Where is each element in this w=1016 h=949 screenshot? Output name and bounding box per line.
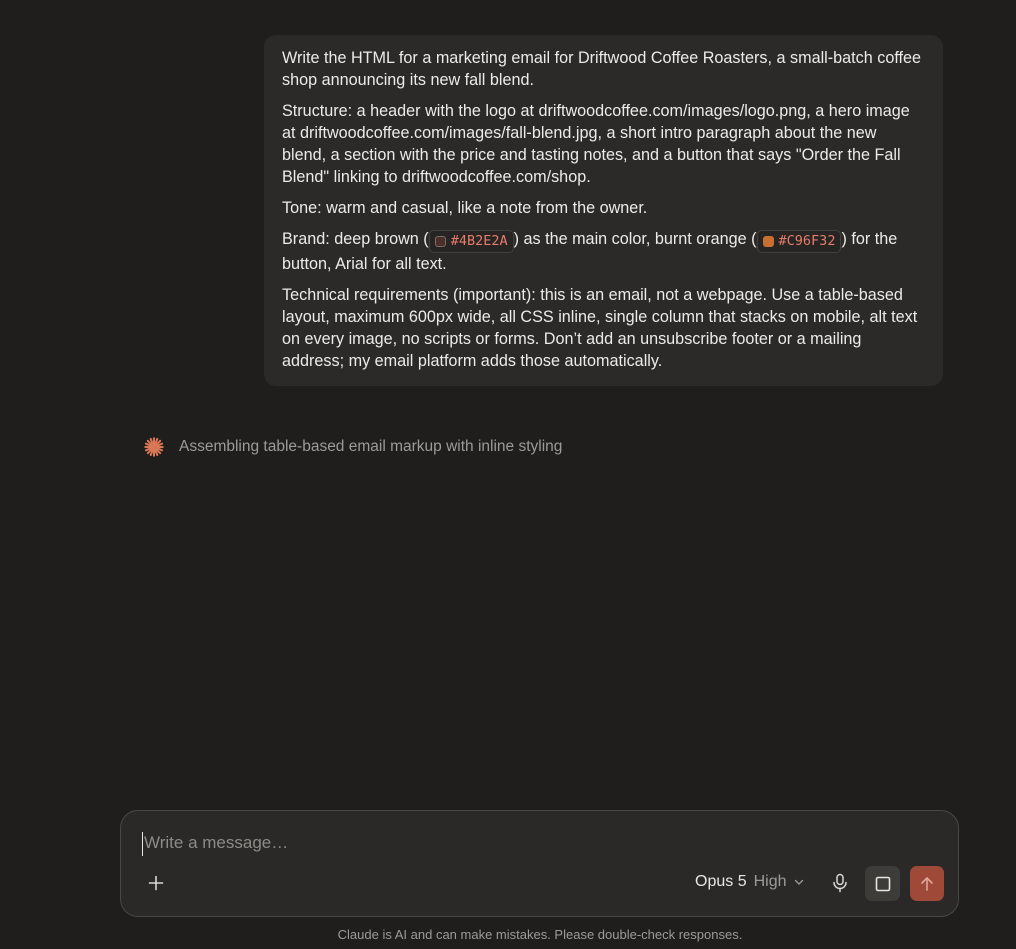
brown-swatch <box>435 236 446 247</box>
chevron-down-icon <box>794 877 804 887</box>
send-button[interactable] <box>910 866 944 901</box>
user-message-paragraph: Structure: a header with the logo at driftwoodcoffee.com/images/logo.png, a hero image at driftwoodcoffee.com/images/fall-blend.jpg, a short intro paragraph about the new blend, a section with the price and tasting notes, and a button that says "Order the Fall Blend" linking to driftwoodcoffee.com/shop. <box>282 102 910 186</box>
assistant-status <box>143 436 562 458</box>
effort-level: High <box>753 873 787 890</box>
claude-spark-icon <box>143 436 165 458</box>
brand-text-start: Brand: deep brown ( <box>282 230 429 248</box>
brown-color-code: #4B2E2A <box>450 233 508 249</box>
disclaimer: Claude is AI and can make mistakes. Please double-check responses. <box>337 927 743 942</box>
arrow-up-icon <box>920 876 934 892</box>
user-message-paragraph-brand <box>282 228 925 275</box>
brown-color-chip <box>429 230 514 253</box>
user-message-bubble <box>264 35 943 386</box>
brand-text-end: ) for the button, Arial for all text. <box>282 230 898 273</box>
model-selector[interactable] <box>695 873 804 891</box>
brand-text-middle: ) as the main color, burnt orange ( <box>513 230 757 248</box>
message-input[interactable]: Write a message… <box>142 832 924 856</box>
orange-color-chip <box>757 230 842 253</box>
stop-button[interactable] <box>865 866 900 901</box>
orange-swatch <box>763 236 774 247</box>
plus-icon <box>148 875 164 891</box>
user-message-paragraph: Tone: warm and casual, like a note from the owner. <box>282 199 648 217</box>
model-name: Opus 5 <box>695 873 747 890</box>
message-composer <box>120 810 959 917</box>
user-message-paragraph: Technical requirements (important): this is an email, not a webpage. Use a table-based layout, maximum 600px wide, all CSS inline, single column that stacks on mobile, alt text on every image, no scripts or forms. Don’t add an unsubscribe footer or a mailing address; my email platform adds those automatically. <box>282 286 918 370</box>
user-message-paragraph: Write the HTML for a marketing email for Driftwood Coffee Roasters, a small-batch coffee shop announcing its new fall blend. <box>282 49 922 89</box>
orange-color-code: #C96F32 <box>778 233 836 249</box>
stop-square-icon <box>875 876 891 892</box>
attach-button[interactable] <box>144 871 168 895</box>
microphone-icon <box>831 873 849 893</box>
assistant-status-text: Assembling table-based email markup with inline styling <box>179 438 563 455</box>
voice-button[interactable] <box>827 870 853 896</box>
